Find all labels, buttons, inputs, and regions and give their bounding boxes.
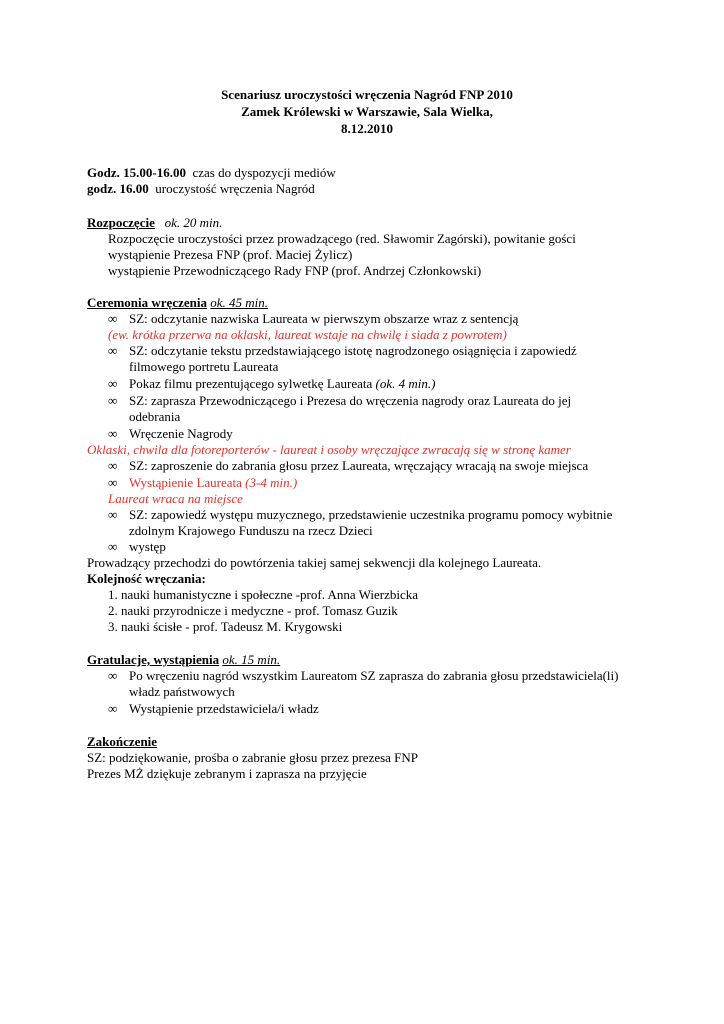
item-note: (3-4 min.) bbox=[245, 475, 298, 490]
list-item bbox=[87, 475, 647, 491]
infinity-bullet-icon: ∞ bbox=[108, 426, 118, 441]
infinity-bullet-icon: ∞ bbox=[108, 458, 118, 473]
item-text: Pokaz filmu prezentującego sylwetkę Laureata bbox=[129, 376, 373, 391]
list-item bbox=[87, 343, 647, 375]
item-note: (ok. 4 min.) bbox=[375, 376, 436, 391]
ceremony-heading: Ceremonia wręczenia bbox=[87, 295, 207, 310]
item-text: SZ: odczytanie tekstu przedstawiającego istotę nagrodzonego osiągnięcia i zapowiedź bbox=[129, 343, 577, 358]
closing-section bbox=[87, 734, 647, 782]
ceremony-section bbox=[87, 295, 647, 635]
infinity-bullet-icon: ∞ bbox=[108, 393, 118, 408]
document-page bbox=[87, 86, 647, 782]
item-text-continued: zdolnym Krajowego Funduszu na rzecz Dzieci bbox=[129, 523, 373, 538]
list-item: 2. nauki przyrodnicze i medyczne - prof. Tomasz Guzik bbox=[108, 603, 398, 618]
list-item bbox=[87, 426, 647, 442]
congrats-duration: ok. 15 min. bbox=[222, 652, 281, 667]
item-text-continued: odebrania bbox=[129, 409, 181, 424]
schedule-desc: uroczystość wręczenia Nagród bbox=[155, 181, 315, 196]
opening-section bbox=[87, 215, 647, 279]
document-title bbox=[87, 86, 647, 137]
infinity-bullet-icon: ∞ bbox=[108, 701, 118, 716]
ceremony-duration: ok. 45 min. bbox=[210, 295, 268, 310]
ceremony-note: Laureat wraca na miejsce bbox=[108, 491, 243, 506]
title-date: 8.12.2010 bbox=[341, 121, 393, 136]
list-item bbox=[87, 458, 647, 474]
list-item: 3. nauki ścisłe - prof. Tadeusz M. Krygowski bbox=[108, 619, 343, 634]
item-text: SZ: zaprasza Przewodniczącego i Prezesa do wręczenia nagrody oraz Laureata do jej bbox=[129, 393, 572, 408]
schedule-item bbox=[87, 181, 647, 197]
congrats-heading-line bbox=[87, 652, 647, 668]
schedule-time: godz. 16.00 bbox=[87, 181, 149, 196]
opening-line: wystąpienie Prezesa FNP (prof. Maciej Żylicz) bbox=[108, 247, 353, 262]
ceremony-heading-line bbox=[87, 295, 647, 311]
schedule-desc: czas do dyspozycji mediów bbox=[192, 165, 336, 180]
item-text: SZ: zapowiedź występu muzycznego, przedstawienie uczestnika programu pomocy wybitnie bbox=[129, 507, 613, 522]
item-text: Wystąpienie Laureata bbox=[129, 475, 242, 490]
closing-line: SZ: podziękowanie, prośba o zabranie głosu przez prezesa FNP bbox=[87, 750, 419, 765]
ceremony-list bbox=[87, 507, 647, 555]
schedule-time: Godz. 15.00-16.00 bbox=[87, 165, 186, 180]
order-heading: Kolejność wręczania: bbox=[87, 571, 206, 586]
repeat-text: Prowadzący przechodzi do powtórzenia takiej samej sekwencji dla kolejnego Laureata. bbox=[87, 555, 542, 570]
list-item bbox=[87, 311, 647, 327]
ceremony-note: Oklaski, chwila dla fotoreporterów - laureat i osoby wręczające zwracają się w stronę kamer bbox=[87, 442, 571, 457]
item-text: SZ: odczytanie nazwiska Laureata w pierwszym obszarze wraz z sentencją bbox=[129, 311, 519, 326]
congrats-heading: Gratulacje, wystąpienia bbox=[87, 652, 220, 667]
opening-heading-line bbox=[87, 215, 647, 231]
item-text: Po wręczeniu nagród wszystkim Laureatom SZ zaprasza do zabrania głosu przedstawiciela(li) bbox=[129, 668, 619, 683]
list-item bbox=[87, 539, 647, 555]
item-text: Wystąpienie przedstawiciela/i władz bbox=[129, 701, 319, 716]
infinity-bullet-icon: ∞ bbox=[108, 475, 118, 490]
opening-heading: Rozpoczęcie bbox=[87, 215, 155, 230]
congrats-section bbox=[87, 652, 647, 717]
list-item bbox=[87, 507, 647, 539]
ceremony-list bbox=[87, 311, 647, 327]
title-line-1: Scenariusz uroczystości wręczenia Nagród FNP 2010 bbox=[221, 87, 513, 102]
infinity-bullet-icon: ∞ bbox=[108, 311, 118, 326]
ceremony-note: (ew. krótka przerwa na oklaski, laureat wstaje na chwilę i siada z powrotem) bbox=[108, 327, 507, 342]
list-item bbox=[87, 376, 647, 392]
list-item: 1. nauki humanistyczne i społeczne -prof. Anna Wierzbicka bbox=[108, 587, 419, 602]
opening-line: wystąpienie Przewodniczącego Rady FNP (prof. Andrzej Członkowski) bbox=[108, 263, 482, 278]
infinity-bullet-icon: ∞ bbox=[108, 668, 118, 683]
item-text: Wręczenie Nagrody bbox=[129, 426, 233, 441]
title-line-2: Zamek Królewski w Warszawie, Sala Wielka, bbox=[241, 104, 493, 119]
congrats-list bbox=[87, 668, 647, 717]
infinity-bullet-icon: ∞ bbox=[108, 376, 118, 391]
list-item bbox=[87, 393, 647, 425]
schedule bbox=[87, 165, 647, 197]
item-text-continued: filmowego portretu Laureata bbox=[129, 359, 279, 374]
closing-heading: Zakończenie bbox=[87, 734, 158, 749]
infinity-bullet-icon: ∞ bbox=[108, 539, 118, 554]
infinity-bullet-icon: ∞ bbox=[108, 343, 118, 358]
ceremony-list bbox=[87, 458, 647, 491]
closing-line: Prezes MŻ dziękuje zebranym i zaprasza na przyjęcie bbox=[87, 766, 367, 781]
infinity-bullet-icon: ∞ bbox=[108, 507, 118, 522]
order-list bbox=[87, 587, 647, 635]
ceremony-list bbox=[87, 343, 647, 442]
item-text-continued: władz państwowych bbox=[129, 684, 235, 699]
item-text: SZ: zaproszenie do zabrania głosu przez Laureata, wręczający wracają na swoje miejsca bbox=[129, 458, 589, 473]
list-item bbox=[87, 668, 647, 700]
schedule-item bbox=[87, 165, 647, 181]
item-text: występ bbox=[129, 539, 166, 554]
list-item bbox=[87, 701, 647, 717]
opening-duration: ok. 20 min. bbox=[164, 215, 223, 230]
opening-line: Rozpoczęcie uroczystości przez prowadzącego (red. Sławomir Zagórski), powitanie gości bbox=[108, 231, 576, 246]
